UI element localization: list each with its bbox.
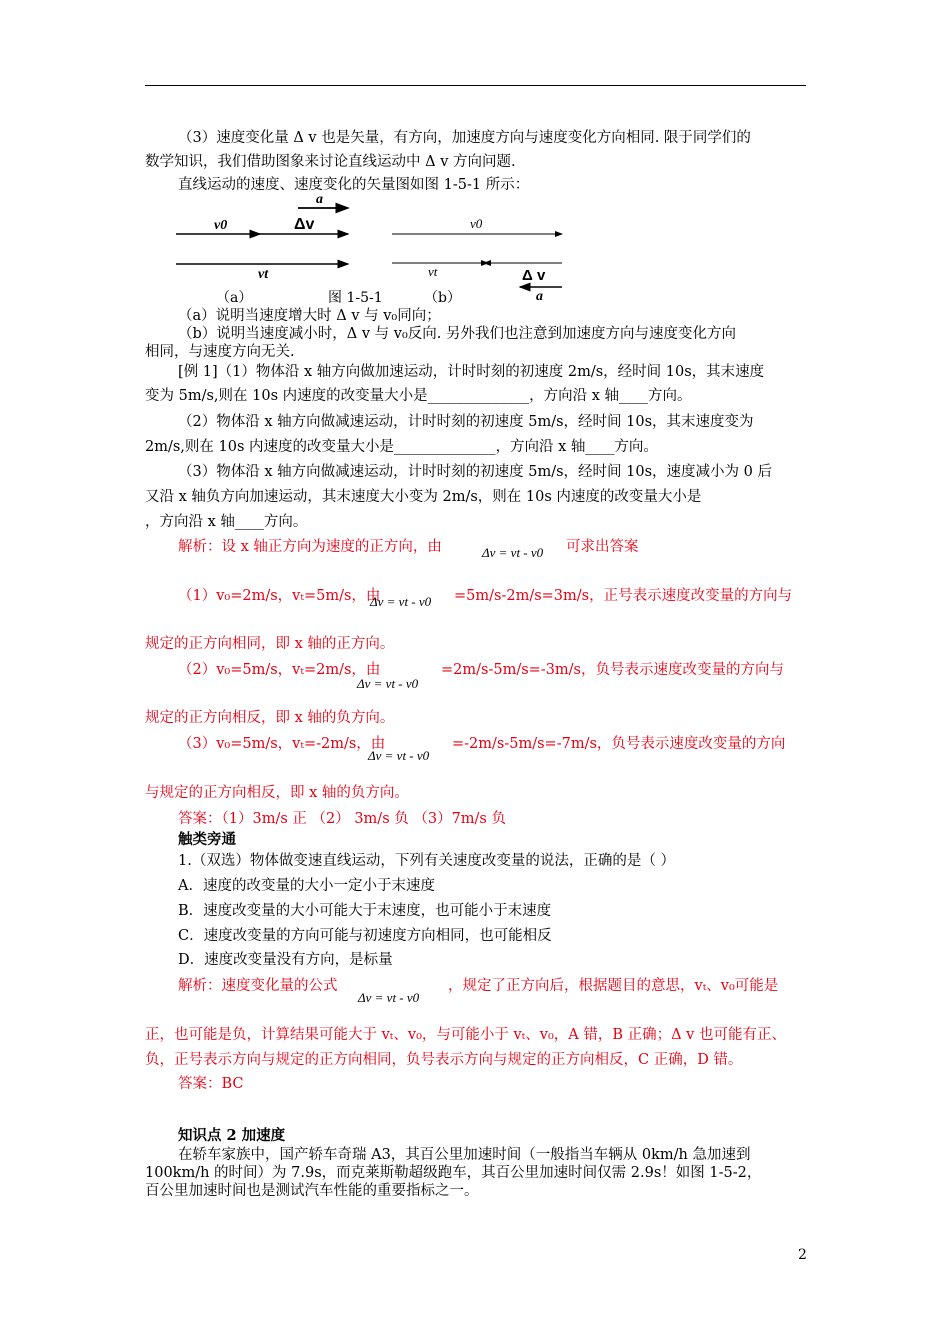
- formula-4: Δv = vt - v0: [368, 748, 430, 763]
- formula-2: Δv = vt - v0: [370, 594, 432, 609]
- page-number: 2: [798, 1247, 807, 1263]
- knowledge-line-2: 100km/h 的时间）为 7.9s，而克莱斯勒超级跑车，其百公里加速时间仅需 2.9s！如图 1-5-2，: [145, 1165, 762, 1181]
- v0-label-a: v0: [214, 218, 228, 233]
- example-line-1: [例 1]（1）物体沿 x 轴方向做加速运动，计时时刻的初速度 2m/s，经时间 10s，其末速度: [178, 364, 765, 380]
- analysis-s1-cont: 规定的正方向相同，即 x 轴的正方向。: [145, 636, 395, 652]
- fig-caption-b: （b）: [424, 290, 461, 306]
- example-line-5: （3）物体沿 x 轴方向做减速运动，计时时刻的初速度 5m/s，经时间 10s，速度减小为 0 后: [178, 464, 772, 480]
- analysis-s1-post: =5m/s-2m/s=3m/s，正号表示速度改变量的方向与: [454, 588, 793, 604]
- vt-label-b: vt: [428, 264, 438, 279]
- option-b: B．速度改变量的大小可能大于末速度，也可能小于末速度: [178, 903, 552, 919]
- analogy-title: 触类旁通: [178, 831, 236, 848]
- option-c: C．速度改变量的方向可能与初速度方向相同，也可能相反: [178, 928, 552, 944]
- analogy-answer: 答案：BC: [178, 1076, 244, 1092]
- example-line-7: ，方向沿 x 轴____方向。: [145, 514, 308, 530]
- intro-line-3: 直线运动的速度、速度变化的矢量图如图 1-5-1 所示：: [178, 177, 530, 193]
- analysis-s2-post: =2m/s-5m/s=-3m/s，负号表示速度改变量的方向与: [441, 662, 785, 678]
- knowledge-title: 知识点 2 加速度: [178, 1127, 286, 1144]
- fig-caption-a: （a）: [216, 290, 253, 306]
- knowledge-line-1: 在轿车家族中，国产轿车奇瑞 A3，其百公里加速时间（一般指当车辆从 0km/h 急加速到: [178, 1147, 751, 1163]
- a-label-a: a: [316, 192, 323, 207]
- analysis-s3-cont: 与规定的正方向相反，即 x 轴的负方向。: [145, 785, 409, 801]
- analysis-head: 解析：设 x 轴正方向为速度的正方向，由: [178, 539, 442, 555]
- vt-label-a: vt: [258, 267, 269, 282]
- example-line-4: 2m/s,则在 10s 内速度的改变量大小是______________，方向沿 x 轴____方向。: [145, 439, 658, 455]
- note-line-3: 相同，与速度方向无关.: [145, 344, 295, 360]
- knowledge-line-3: 百公里加速时间也是测试汽车性能的重要指标之一。: [145, 1183, 479, 1199]
- analogy-question: 1.（双选）物体做变速直线运动，下列有关速度改变量的说法，正确的是（ ）: [178, 853, 675, 869]
- formula-5: Δv = vt - v0: [358, 990, 420, 1005]
- header-rule: [145, 85, 806, 86]
- analysis-head-post: 可求出答案: [566, 539, 639, 555]
- analysis-s2: （2）v₀=5m/s，vₜ=2m/s，由: [178, 662, 381, 678]
- example-line-3: （2）物体沿 x 轴方向做减速运动，计时时刻的初速度 5m/s，经时间 10s，其末速度变为: [178, 414, 754, 430]
- analysis-s2-cont: 规定的正方向相反，即 x 轴的负方向。: [145, 710, 395, 726]
- intro-line-1: （3）速度变化量 Δ v 也是矢量，有方向，加速度方向与速度变化方向相同. 限于同学们的: [178, 130, 751, 146]
- analogy-explanation-l3: 负，正号表示方向与规定的正方向相同，负号表示方向与规定的正方向相反，C 正确，D 错。: [145, 1052, 743, 1068]
- analogy-explanation: 解析：速度变化量的公式: [178, 978, 338, 994]
- analysis-s3: （3）v₀=5m/s，vₜ=-2m/s，由: [178, 736, 386, 752]
- option-d: D．速度改变量没有方向，是标量: [178, 952, 393, 968]
- note-line-1: （a）说明当速度增大时 Δ v 与 v₀同向；: [178, 308, 441, 324]
- formula-1: Δv = vt - v0: [482, 545, 544, 560]
- formula-3: Δv = vt - v0: [357, 676, 419, 691]
- analysis-s3-post: =-2m/s-5m/s=-7m/s，负号表示速度改变量的方向: [452, 736, 786, 752]
- example-line-2: 变为 5m/s,则在 10s 内速度的改变量大小是______________，方向沿 x 轴____方向。: [145, 388, 692, 404]
- option-a: A．速度的改变量的大小一定小于末速度: [178, 878, 435, 894]
- analogy-explanation-post: ，规定了正方向后，根据题目的意思，vₜ、v₀可能是: [448, 978, 779, 994]
- dv-label-b: Δ v: [522, 267, 546, 284]
- v0-label-b: v0: [470, 216, 483, 231]
- fig-caption-title: 图 1-5-1: [328, 290, 383, 306]
- dv-label-a: Δv: [294, 216, 315, 233]
- analogy-explanation-l2: 正，也可能是负，计算结果可能大于 vₜ、v₀，与可能小于 vₜ、v₀，A 错，B 正确；Δ v 也可能有正、: [145, 1027, 786, 1043]
- example-line-6: 又沿 x 轴负方向加速运动，其末速度大小变为 2m/s，则在 10s 内速度的改变量大小是: [145, 489, 702, 505]
- analysis-s1: （1）v₀=2m/s，vₜ=5m/s，由: [178, 588, 381, 604]
- a-label-b: a: [536, 289, 543, 304]
- analysis-answer: 答案：（1）3m/s 正 （2） 3m/s 负 （3）7m/s 负: [178, 811, 506, 827]
- intro-line-2: 数学知识，我们借助图象来讨论直线运动中 Δ v 方向问题.: [145, 154, 516, 170]
- note-line-2: （b）说明当速度减小时，Δ v 与 v₀反向. 另外我们也注意到加速度方向与速度变化方向: [178, 326, 736, 342]
